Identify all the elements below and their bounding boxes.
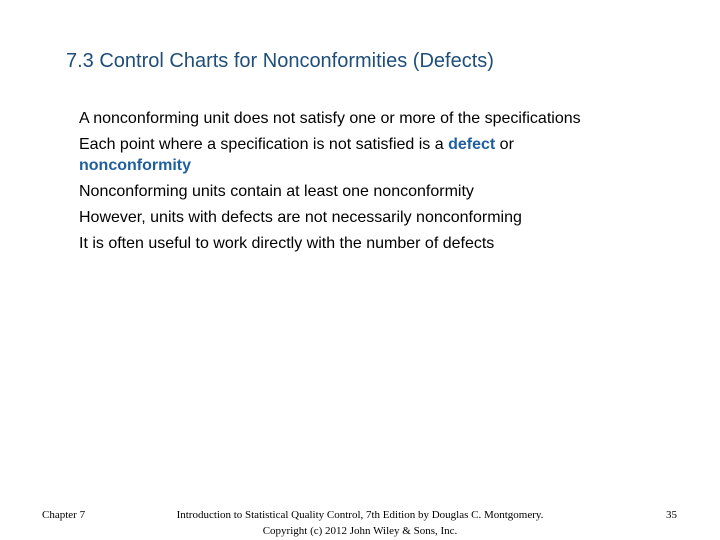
- bullet-item-1: [79, 108, 679, 129]
- bullet-text: Each point where a specification is not satisfied is a: [79, 136, 449, 153]
- bullet-item-3: [79, 181, 679, 202]
- bullet-item-2: [79, 134, 679, 176]
- term-defect: defect: [448, 136, 496, 153]
- bullet-item-5: [79, 233, 679, 254]
- bullet-text: Nonconforming units contain at least one nonconformity: [79, 183, 474, 200]
- bullet-text: It is often useful to work directly with the number of defects: [79, 235, 495, 252]
- bullet-item-4: [79, 207, 679, 228]
- footer-book-line-1: Introduction to Statistical Quality Control, 7th Edition by Douglas C. Montgomery.: [176, 509, 544, 521]
- footer-book-line-2: Copyright (c) 2012 John Wiley & Sons, Inc.: [262, 525, 458, 537]
- term-nonconformity: nonconformity: [79, 157, 191, 174]
- slide-title: 7.3 Control Charts for Nonconformities (Defects): [66, 50, 494, 72]
- bullet-text: However, units with defects are not necessarily nonconforming: [79, 209, 522, 226]
- footer-chapter: Chapter 7: [42, 509, 86, 521]
- footer-book-info: [140, 507, 580, 539]
- footer-page-number: 35: [666, 509, 677, 521]
- bullet-text: A nonconforming unit does not satisfy one or more of the specifications: [79, 110, 581, 127]
- bullet-text: or: [495, 136, 514, 153]
- bullet-list: [79, 108, 679, 259]
